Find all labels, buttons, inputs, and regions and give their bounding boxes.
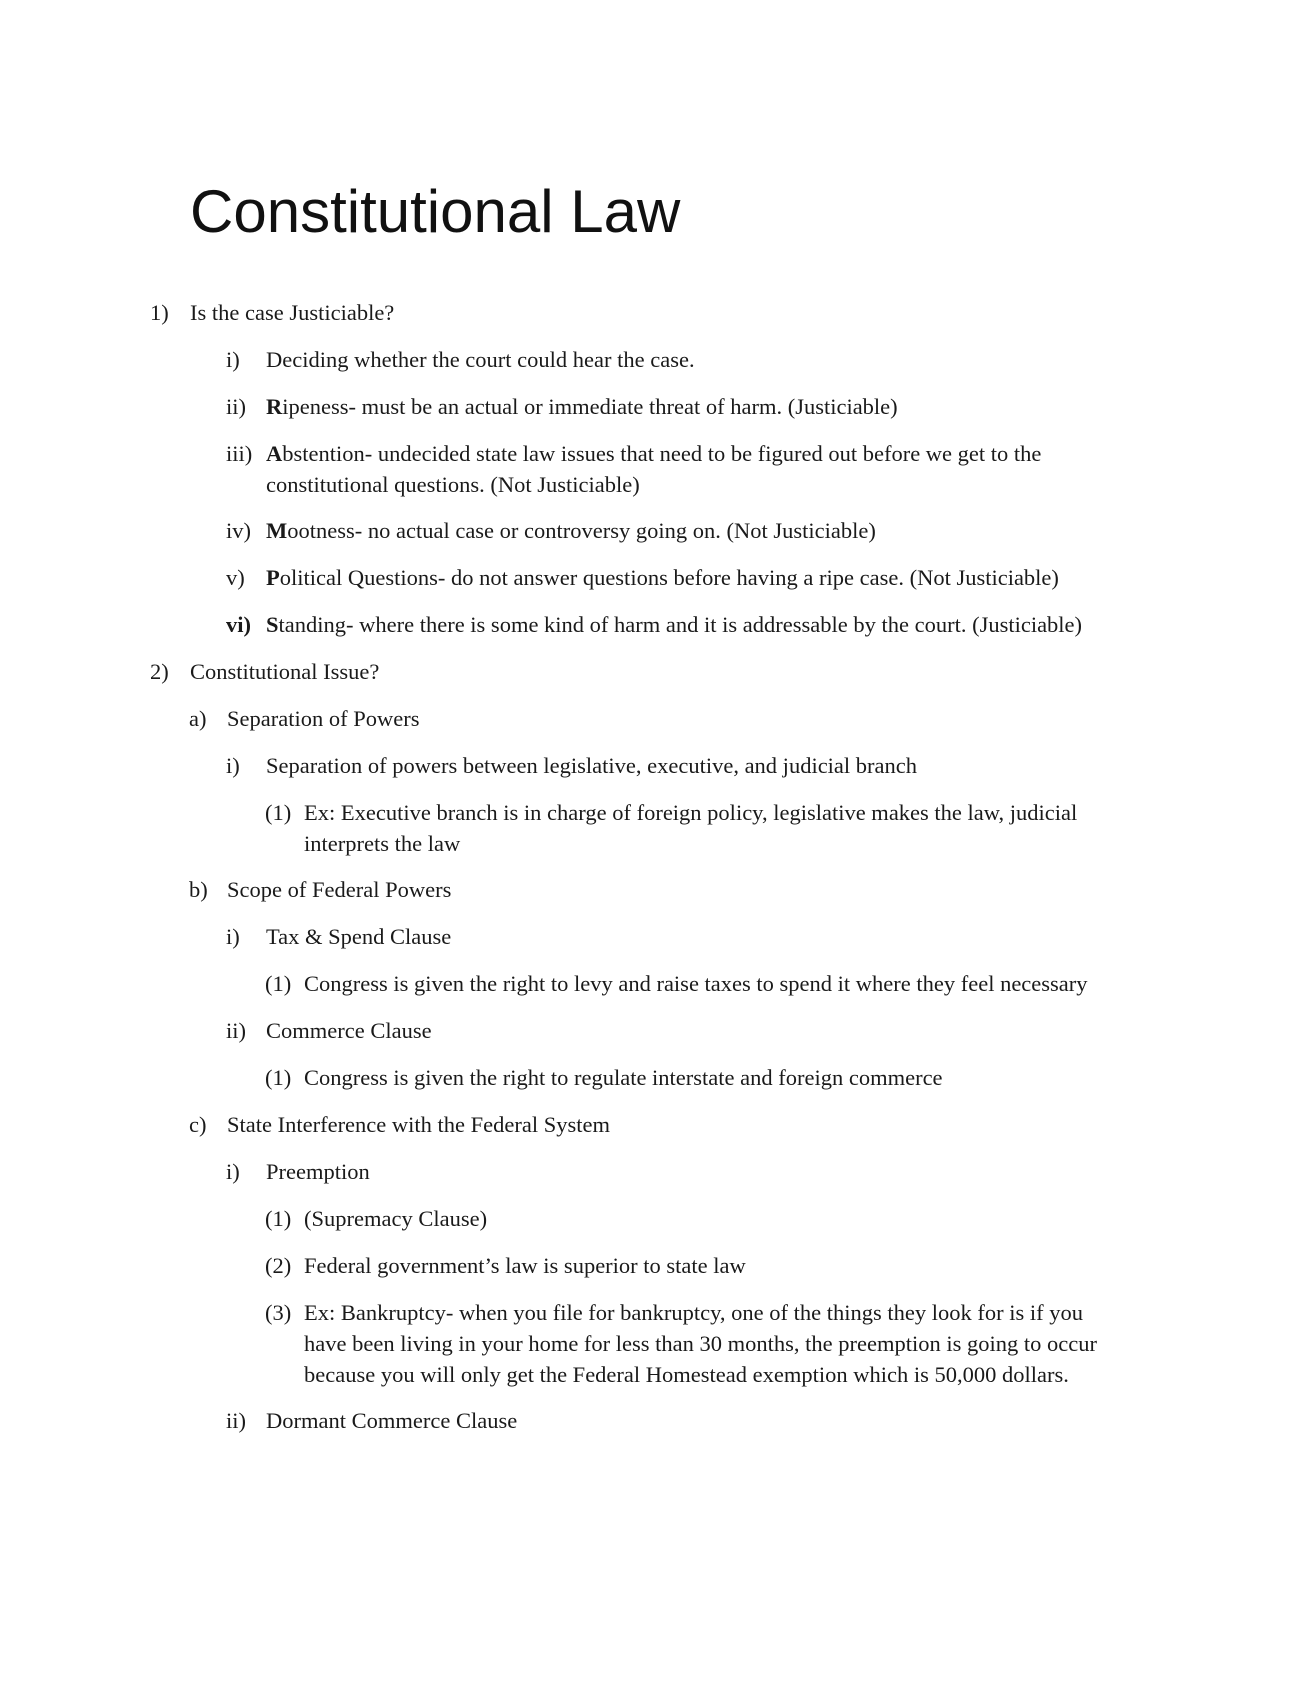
list-item-text: Congress is given the right to regulate interstate and foreign commerce <box>304 1065 943 1090</box>
list-marker: ii) <box>226 1018 246 1043</box>
list-marker: (3) <box>265 1300 292 1325</box>
list-marker: i) <box>226 347 240 372</box>
list-item-text: tanding- where there is some kind of harm and it is addressable by the court. (Justiciable) <box>278 612 1083 637</box>
list-item-lead-letter: A <box>266 441 283 466</box>
list-marker: 2) <box>150 659 169 684</box>
list-marker: i) <box>226 924 240 949</box>
list-marker: 1) <box>150 300 169 325</box>
list-marker: iii) <box>226 441 253 466</box>
list-marker: a) <box>189 706 207 731</box>
list-item-text: Is the case Justiciable? <box>190 300 395 325</box>
list-item-lead-letter: P <box>266 565 280 590</box>
list-marker: (1) <box>265 1206 292 1231</box>
list-item-text-continued: because you will only get the Federal Homestead exemption which is 50,000 dollars. <box>304 1362 1069 1387</box>
list-marker: iv) <box>226 518 251 543</box>
list-item-lead-letter: M <box>266 518 288 543</box>
list-item-text: Tax & Spend Clause <box>266 924 452 949</box>
list-marker: (1) <box>265 1065 292 1090</box>
list-item-text-continued: constitutional questions. (Not Justiciable) <box>266 472 640 497</box>
list-marker: (1) <box>265 800 292 825</box>
list-marker: i) <box>226 753 240 778</box>
list-item-text: Scope of Federal Powers <box>227 877 452 902</box>
list-item-text: Congress is given the right to levy and raise taxes to spend it where they feel necessary <box>304 971 1088 996</box>
list-item-text: bstention- undecided state law issues that need to be figured out before we get to the <box>282 441 1042 466</box>
list-item-text: Preemption <box>266 1159 370 1184</box>
list-marker: v) <box>226 565 245 590</box>
list-item-text: Constitutional Issue? <box>190 659 380 684</box>
list-item-text: Separation of Powers <box>227 706 420 731</box>
list-item-text: Separation of powers between legislative, executive, and judicial branch <box>266 753 918 778</box>
list-item-text: Ex: Bankruptcy- when you file for bankruptcy, one of the things they look for is if you <box>304 1300 1083 1325</box>
page-title: Constitutional Law <box>190 178 681 245</box>
list-marker: ii) <box>226 1408 246 1433</box>
list-item-text-continued: interprets the law <box>304 831 461 856</box>
list-marker: (1) <box>265 971 292 996</box>
list-item-text: ipeness- must be an actual or immediate threat of harm. (Justiciable) <box>282 394 898 419</box>
list-item-text: Dormant Commerce Clause <box>266 1408 518 1433</box>
list-item-text: Deciding whether the court could hear the case. <box>266 347 695 372</box>
list-marker: i) <box>226 1159 240 1184</box>
list-marker: b) <box>189 877 208 902</box>
list-item-text: Federal government’s law is superior to state law <box>304 1253 746 1278</box>
list-item-text: State Interference with the Federal System <box>227 1112 610 1137</box>
list-marker: ii) <box>226 394 246 419</box>
list-item-lead-letter: R <box>266 394 283 419</box>
list-item-text: Commerce Clause <box>266 1018 432 1043</box>
list-item-text: ootness- no actual case or controversy going on. (Not Justiciable) <box>287 518 876 543</box>
list-marker: vi) <box>226 612 251 637</box>
list-item-text: (Supremacy Clause) <box>304 1206 488 1231</box>
list-item-lead-letter: S <box>266 612 279 637</box>
list-marker: c) <box>189 1112 207 1137</box>
list-marker: (2) <box>265 1253 292 1278</box>
list-item-text-continued: have been living in your home for less than 30 months, the preemption is going to occur <box>304 1331 1097 1356</box>
list-item-text: olitical Questions- do not answer questions before having a ripe case. (Not Justiciable) <box>279 565 1059 590</box>
list-item-text: Ex: Executive branch is in charge of foreign policy, legislative makes the law, judicial <box>304 800 1078 825</box>
